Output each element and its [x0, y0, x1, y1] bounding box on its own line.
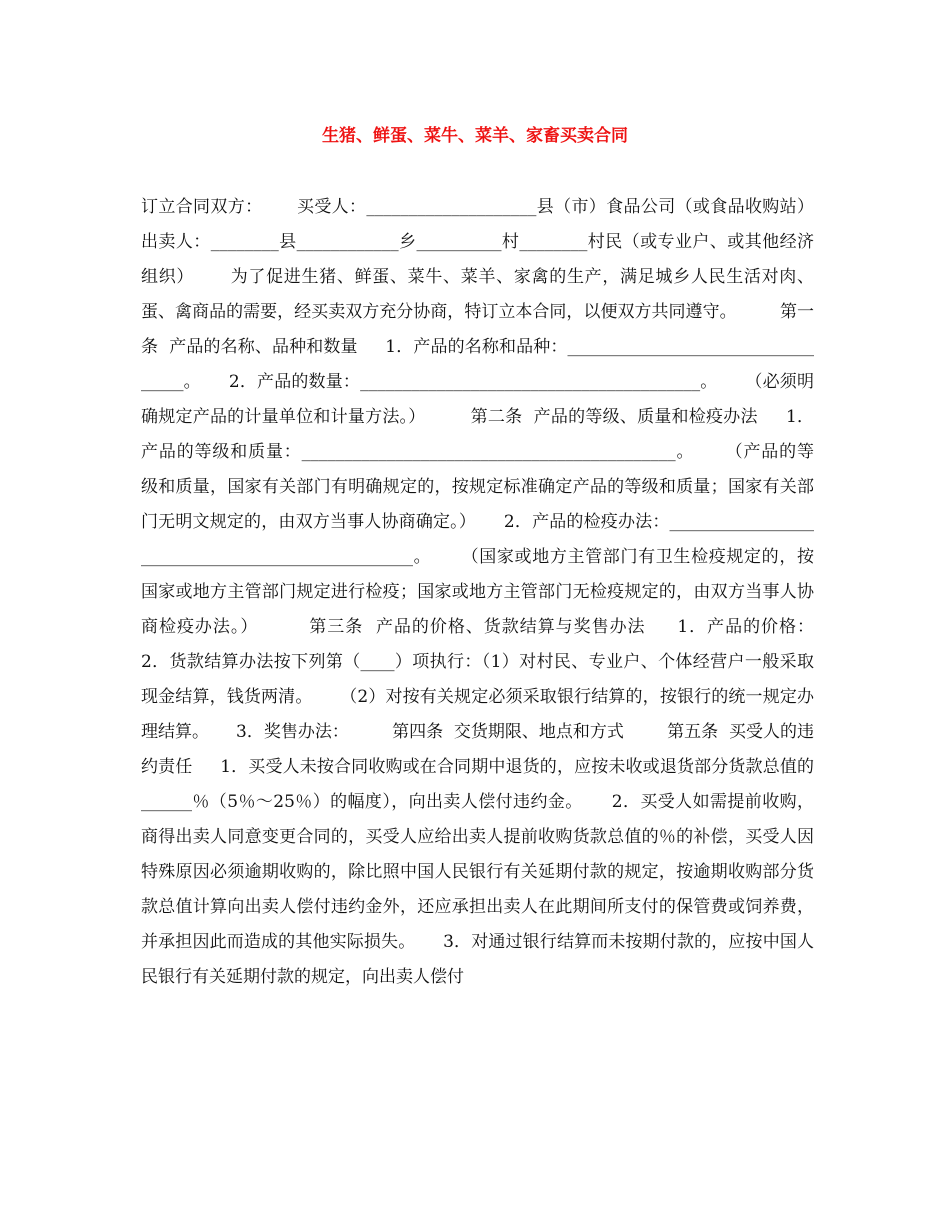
contract-title: 生猪、鲜蛋、菜牛、菜羊、家畜买卖合同	[322, 126, 628, 146]
contract-body-text: 订立合同双方： 买受人：____________________县（市）食品公司（或食品收购站） 出卖人：________县____________乡__________村________村民（或专业户、或其他经济组织） 为了促进生猪、鲜蛋、菜牛、菜羊、家禽的生产，满足城乡人民生活对肉、蛋、禽商品的需要，经买卖双方充分协商，特订立本合同，以便双方共同遵守。 第一条 产品的名称、品种和数量 1．产品的名称和品种：__________________________________。 2．产品的数量：________________________________________。 （必须明确规定产品的计量单位和计量方法。） 第二条 产品的等级、质量和检疫办法 1．产品的等级和质量：____________________________________________。 （产品的等级和质量，国家有关部门有明确规定的，按规定标准确定产品的等级和质量；国家有关部门无明文规定的，由双方当事人协商确定。） 2．产品的检疫办法：_________________________________________________。 （国家或地方主管部门有卫生检疫规定的，按国家或地方主管部门规定进行检疫；国家或地方主管部门无检疫规定的，由双方当事人协商检疫办法。） 第三条 产品的价格、货款结算与奖售办法 1．产品的价格： 2．货款结算办法按下列第（____）项执行：（1）对村民、专业户、个体经营户一般采取现金结算，钱货两清。 （2）对按有关规定必须采取银行结算的，按银行的统一规定办理结算。 3．奖售办法： 第四条 交货期限、地点和方式 第五条 买受人的违约责任 1．买受人未按合同收购或在合同期中退货的，应按未收或退货部分货款总值的______％（5％～25％）的幅度），向出卖人偿付违约金。 2．买受人如需提前收购，商得出卖人同意变更合同的，买受人应给出卖人提前收购货款总值的％的补偿，买受人因特殊原因必须逾期收购的，除比照中国人民银行有关延期付款的规定，按逾期收购部分货款总值计算向出卖人偿付违约金外，还应承担出卖人在此期间所支付的保管费或饲养费，并承担因此而造成的其他实际损失。 3．对通过银行结算而未按期付款的，应按中国人民银行有关延期付款的规定，向出卖人偿付	[141, 197, 847, 987]
